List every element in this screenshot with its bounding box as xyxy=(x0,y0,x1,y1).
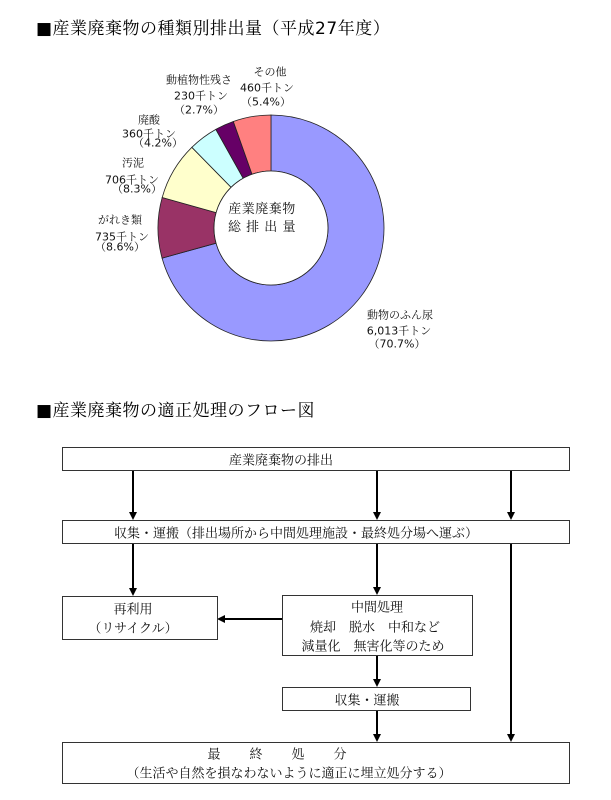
flow-box-final-disposal xyxy=(62,742,570,784)
slice-label-percent: （2.7%） xyxy=(174,103,224,117)
slice-label-percent: （8.3%） xyxy=(112,182,162,196)
slice-label-value: 360千トン xyxy=(122,127,176,141)
slice-label-name: 廃酸 xyxy=(138,113,160,127)
slice-label-percent: （4.2%） xyxy=(133,136,183,150)
slice-label-percent: （8.6%） xyxy=(95,240,145,254)
flow-box-discharge xyxy=(62,447,570,471)
slice-label-value: 706千トン xyxy=(105,173,159,187)
slice-label-name: 動物のふん尿 xyxy=(367,308,433,322)
slice-label-value: 735千トン xyxy=(95,230,149,244)
flow-box-collection-transport-label: 収集・運搬（排出場所から中間処理施設・最終処分場へ運ぶ） xyxy=(113,526,479,542)
flow-box-final-disposal-line2: （生活や自然を損なわないように適正に埋立処分する） xyxy=(126,766,452,782)
flow-box-recycle-line1: 再利用 xyxy=(113,602,153,618)
slice-label-name: 汚泥 xyxy=(122,156,144,170)
slice-label-name: がれき類 xyxy=(98,213,142,227)
flow-box-recycle xyxy=(62,596,218,640)
center-label-line1: 産業廃棄物 xyxy=(228,202,296,217)
flow-box-discharge-label: 産業廃棄物の排出 xyxy=(228,453,334,469)
flow-box-intermediate xyxy=(282,595,473,656)
flow-box-intermediate-line2: 焼却 脱水 中和など xyxy=(309,620,441,636)
flow-box-intermediate-line3: 減量化 無害化等のため xyxy=(301,639,445,655)
slice-label-value: 6,013千トン xyxy=(366,324,432,338)
slice-label-percent: （70.7%） xyxy=(368,337,426,351)
flow-section-title: ■産業廃棄物の適正処理のフロー図 xyxy=(36,401,316,421)
flow-box-intermediate-line1: 中間処理 xyxy=(350,600,404,616)
flow-box-collection-transport-2-label: 収集・運搬 xyxy=(334,693,400,709)
slice-label-value: 460千トン xyxy=(240,81,294,95)
flow-box-collection-transport-2 xyxy=(282,687,471,711)
slice-label-name: その他 xyxy=(253,65,287,79)
chart-section-title: ■産業廃棄物の種類別排出量（平成27年度） xyxy=(36,19,391,39)
flow-box-collection-transport xyxy=(62,520,570,544)
slice-label-value: 230千トン xyxy=(174,89,228,103)
slice-label-percent: （5.4%） xyxy=(241,95,291,109)
slice-label-name: 動植物性残さ xyxy=(166,73,232,87)
flow-box-recycle-line2: （リサイクル） xyxy=(88,621,178,637)
flow-box-final-disposal-line1: 最 終 処 分 xyxy=(207,747,355,763)
center-label-line2: 総 排 出 量 xyxy=(228,220,296,235)
